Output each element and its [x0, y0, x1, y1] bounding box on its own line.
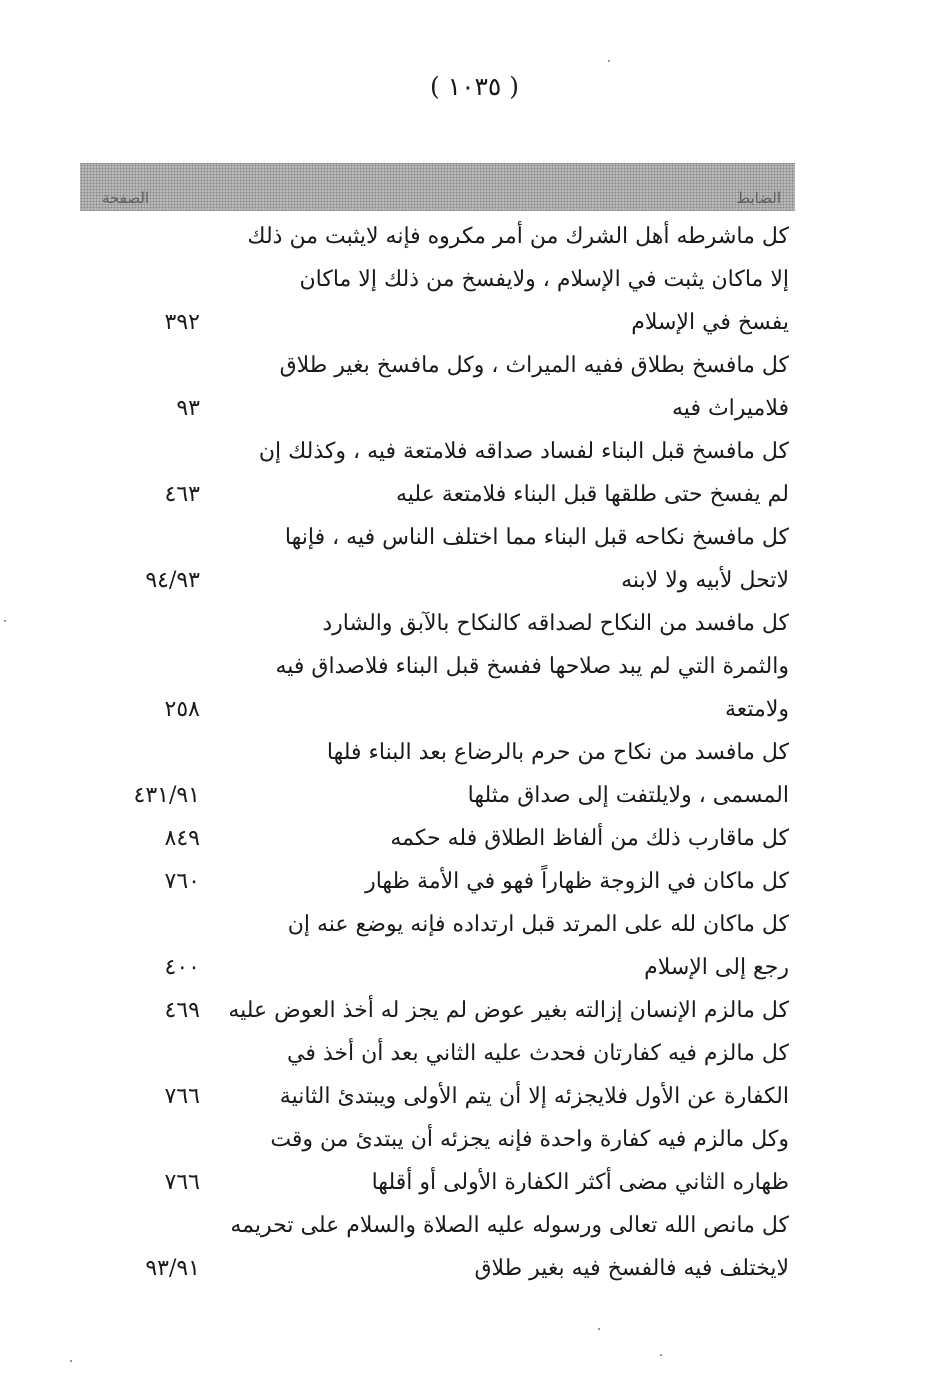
entry-text-line: لايختلف فيه فالفسخ فيه بغير طلاق	[474, 1256, 789, 1281]
entry-page-ref: ٣٩٢	[164, 310, 200, 335]
entry-text-line: كل ماكان في الزوجة ظهاراً فهو في الأمة ظهار	[365, 869, 789, 894]
entry-page-ref: ٤٦٣	[164, 482, 200, 507]
entry-text-line: المسمى ، ولايلتفت إلى صداق مثلها	[467, 783, 789, 808]
entry-text-line: كل ماقارب ذلك من ألفاظ الطلاق فله حكمه	[390, 826, 789, 851]
entry-text-line: كل مالزم الإنسان إزالته بغير عوض لم يجز له أخذ العوض عليه	[228, 998, 789, 1023]
entry-text-line: يفسخ في الإسلام	[631, 310, 789, 335]
entry-text-line: إلا ماكان يثبت في الإسلام ، ولايفسخ من ذلك إلا ماكان	[299, 267, 789, 292]
entry-text-line: كل مافسخ بطلاق ففيه الميراث ، وكل مافسخ بغير طلاق	[279, 353, 789, 378]
page-number: ( ١٠٣٥ )	[429, 72, 520, 101]
scan-speck	[608, 60, 610, 62]
entry-page-ref: ٤٦٩	[164, 998, 200, 1023]
entry-page-ref: ٧٦٦	[164, 1084, 200, 1109]
entry-page-ref: ٨٤٩	[164, 826, 200, 851]
entry-text-line: كل ماكان لله على المرتد قبل ارتداده فإنه يوضع عنه إن	[287, 912, 789, 937]
entry-page-ref: ٩٣	[176, 396, 200, 421]
entry-text-line: فلاميراث فيه	[672, 396, 789, 421]
scan-speck	[660, 1354, 662, 1356]
entry-page-ref: ٤٠٠	[164, 955, 200, 980]
entry-text-line: كل ماشرطه أهل الشرك من أمر مكروه فإنه لايثبت من ذلك	[247, 224, 789, 249]
entry-text-line: ظهاره الثاني مضى أكثر الكفارة الأولى أو أقلها	[371, 1170, 789, 1195]
entry-text-line: والثمرة التي لم يبد صلاحها ففسخ قبل البناء فلاصداق فيه	[275, 654, 789, 679]
entry-text-line: كل مافسخ قبل البناء لفساد صداقه فلامتعة فيه ، وكذلك إن	[258, 439, 789, 464]
entry-text-line: الكفارة عن الأول فلايجزئه إلا أن يتم الأولى ويبتدئ الثانية	[279, 1084, 789, 1109]
entry-text-line: وكل مالزم فيه كفارة واحدة فإنه يجزئه أن يبتدئ من وقت	[270, 1127, 789, 1152]
scan-speck	[598, 1328, 600, 1330]
entry-text-line: كل مالزم فيه كفارتان فحدث عليه الثاني بعد أن أخذ في	[287, 1041, 789, 1066]
entry-text-line: لم يفسخ حتى طلقها قبل البناء فلامتعة عليه	[396, 482, 789, 507]
entry-page-ref: ٢٥٨	[164, 697, 200, 722]
entry-page-ref: ٩٤/٩٣	[145, 568, 200, 593]
entry-text-line: كل مانص الله تعالى ورسوله عليه الصلاة والسلام على تحريمه	[230, 1213, 789, 1238]
entry-page-ref: ٤٣١/٩١	[133, 783, 200, 808]
entry-text-line: كل مافسد من النكاح لصداقه كالنكاح بالآبق والشارد	[322, 611, 789, 636]
entry-page-ref: ٩٣/٩١	[145, 1256, 200, 1281]
entry-text-line: رجع إلى الإسلام	[644, 955, 789, 980]
header-page-label: الصفحة	[102, 189, 150, 207]
header-rule-label: الضابط	[736, 189, 781, 207]
entry-text-line: ولامتعة	[724, 697, 789, 722]
table-header-bar	[80, 163, 795, 211]
entry-text-line: كل مافسد من نكاح من حرم بالرضاع بعد البناء فلها	[326, 740, 789, 765]
scan-speck	[70, 1360, 72, 1362]
entry-page-ref: ٧٦٠	[164, 869, 200, 894]
entry-text-line: كل مافسخ نكاحه قبل البناء مما اختلف الناس فيه ، فإنها	[284, 525, 789, 550]
entry-text-line: لاتحل لأبيه ولا لابنه	[621, 568, 789, 593]
scan-speck	[4, 620, 6, 622]
entry-page-ref: ٧٦٦	[164, 1170, 200, 1195]
